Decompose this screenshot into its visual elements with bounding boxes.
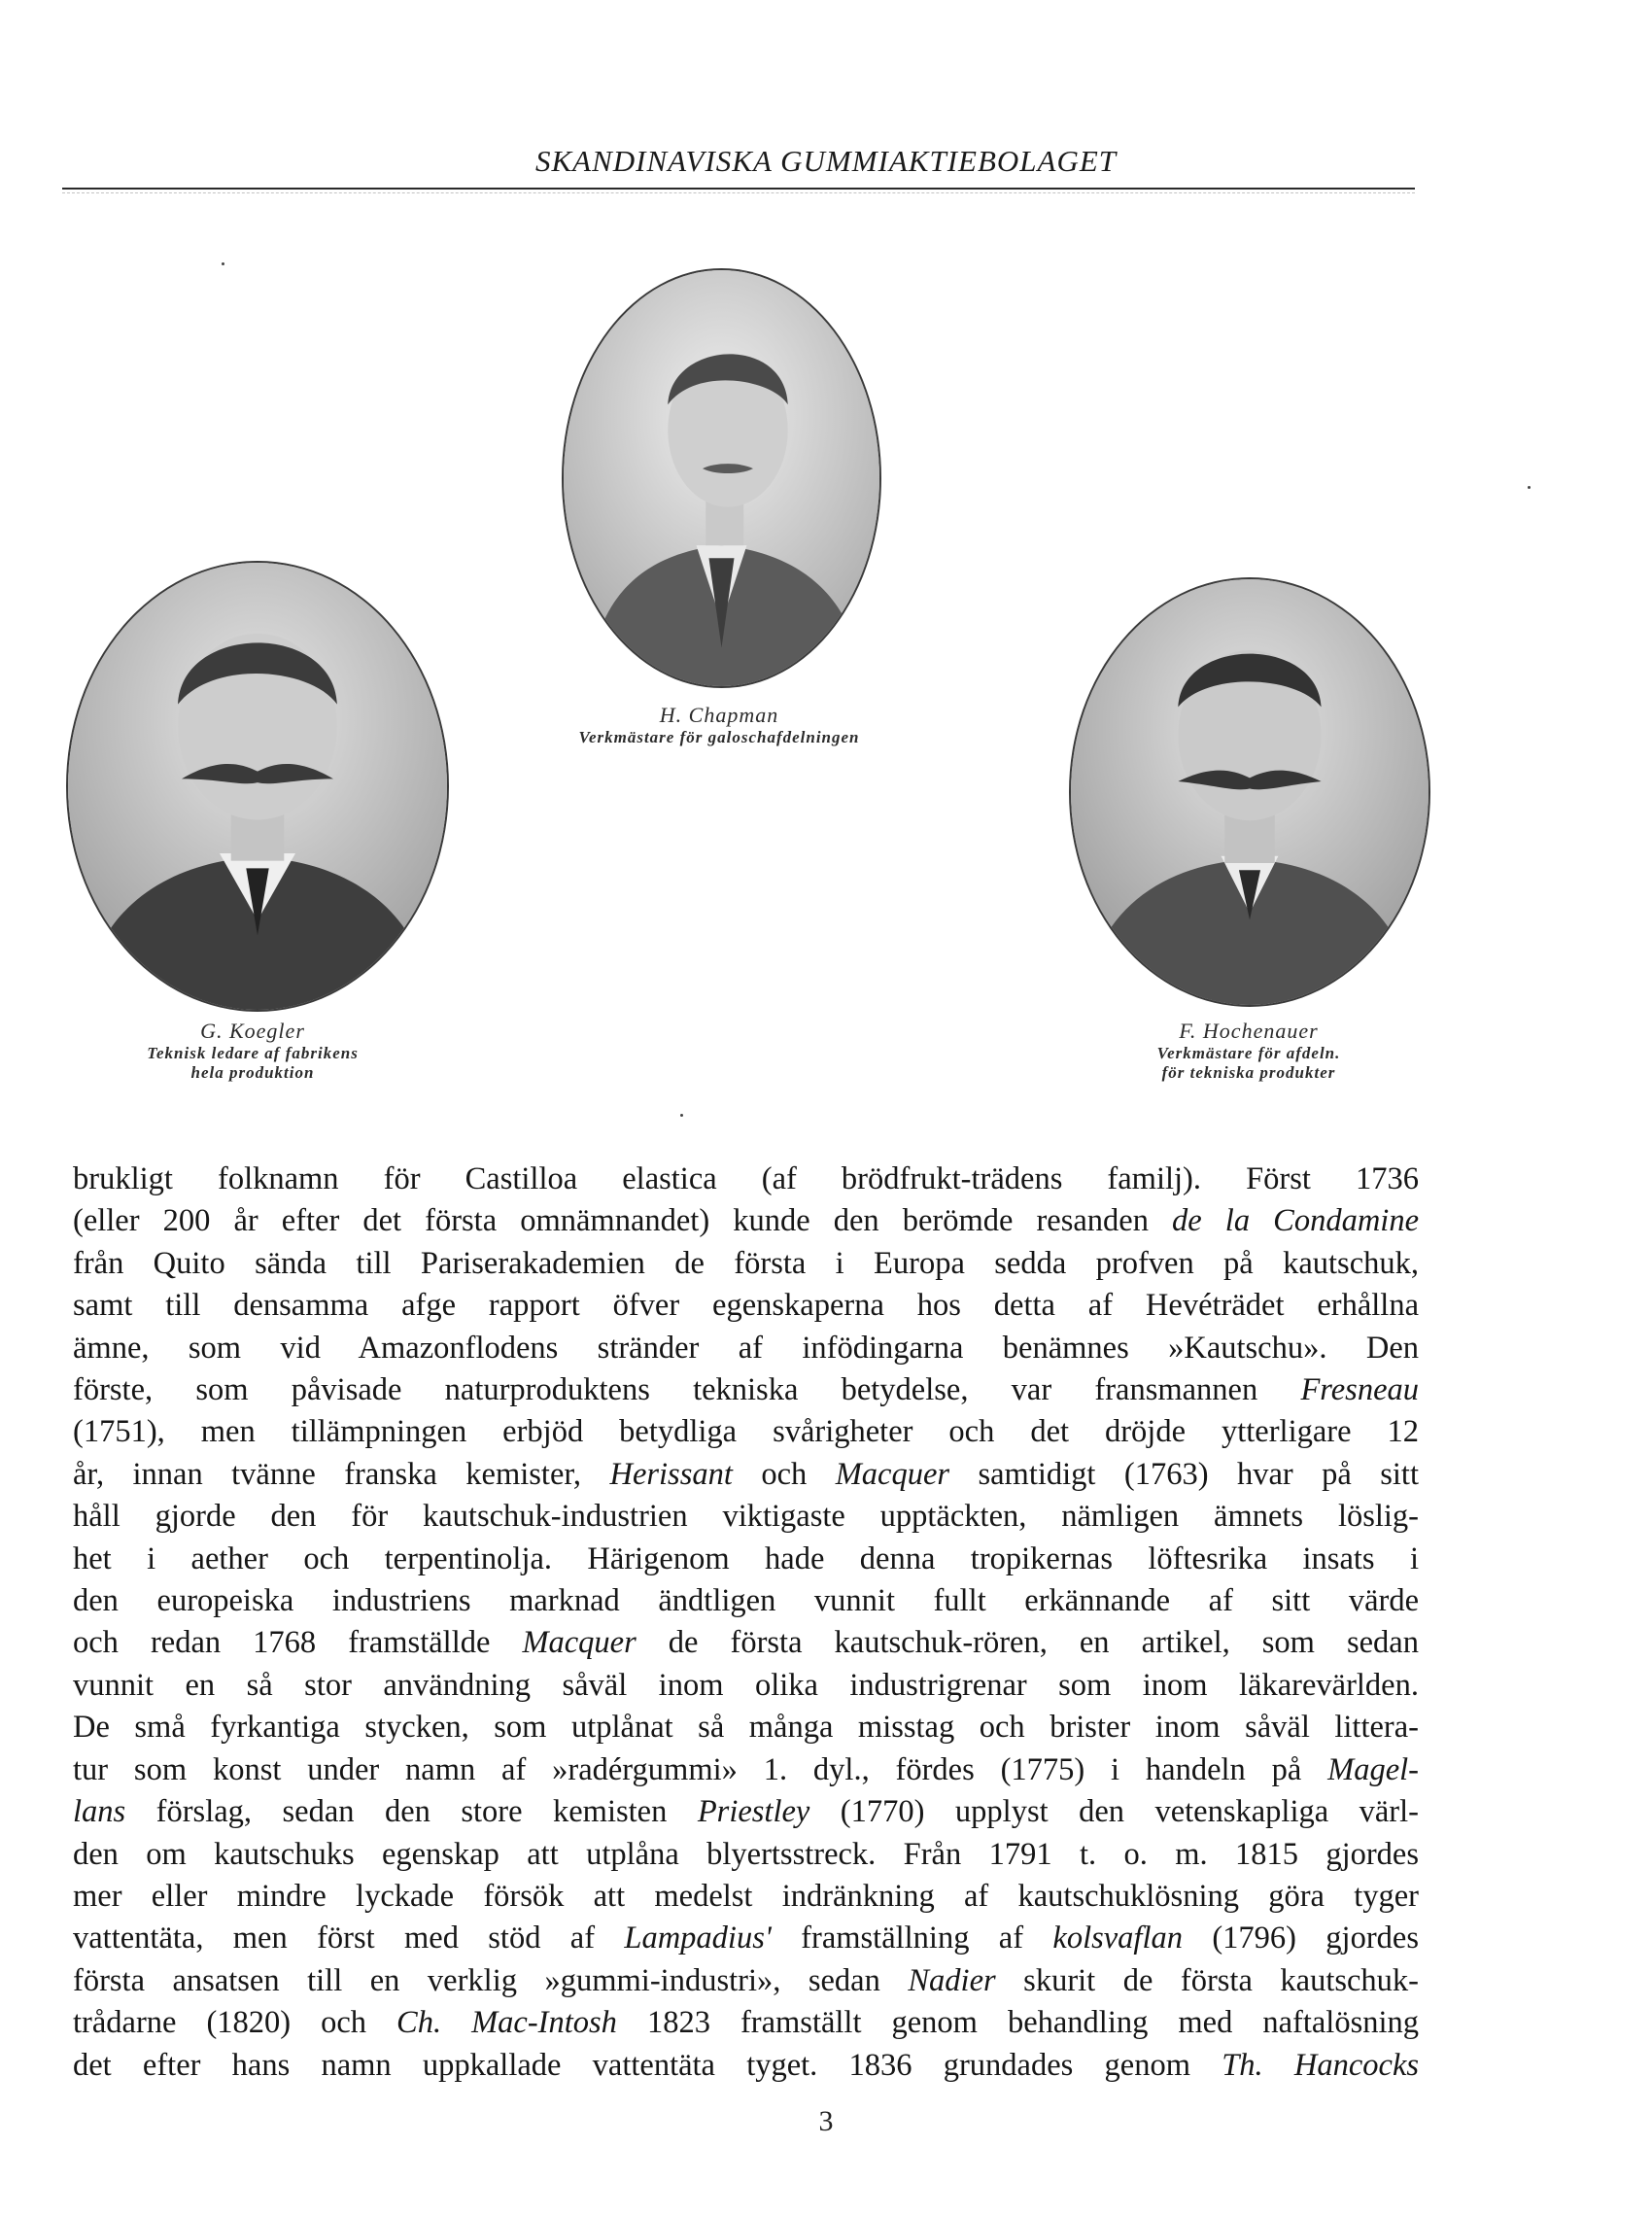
- header-rule: [62, 188, 1415, 190]
- body-line: [73, 1328, 1419, 1369]
- body-line-italic-text: Macquer: [522, 1625, 637, 1661]
- body-line-text: het i aether och terpentinolja. Härigenom hade denna tropikernas löftesrika insats i: [73, 1540, 1419, 1576]
- caption-left-name: G. Koegler: [200, 1019, 305, 1043]
- body-line: [73, 1876, 1419, 1918]
- body-line: [73, 1707, 1419, 1748]
- caption-right-title-1: Verkmästare för afdeln.: [1156, 1044, 1341, 1062]
- body-line: [73, 1159, 1419, 1200]
- print-speck: [680, 1114, 683, 1117]
- header-rule-shadow: [62, 192, 1415, 193]
- portrait-center-photo: [562, 268, 881, 688]
- body-line: [73, 1580, 1419, 1622]
- body-line-italic-text: Fresneau: [1300, 1372, 1419, 1408]
- body-line-text: vunnit en så stor användning såväl inom olika industrigrenar som inom läkarevärlden.: [73, 1667, 1419, 1703]
- body-line-italic-text: Ch. Mac-Intosh: [396, 2005, 617, 2041]
- body-line: [73, 2002, 1419, 2044]
- caption-right-name: F. Hochenauer: [1179, 1019, 1319, 1043]
- body-line-text: trådarne (1820) och: [73, 2005, 397, 2041]
- body-line-text: och: [732, 1456, 836, 1492]
- portrait-left-photo: [66, 561, 449, 1012]
- body-line-italic-text: Nadier: [908, 1962, 996, 1998]
- caption-center-name: H. Chapman: [659, 703, 779, 727]
- caption-left-title-1: Teknisk ledare af fabrikens: [147, 1044, 359, 1062]
- body-line: [73, 1539, 1419, 1580]
- body-line: [73, 1454, 1419, 1496]
- body-line-text: (1796) gjordes: [1182, 1921, 1419, 1956]
- body-line: [73, 1496, 1419, 1538]
- body-line-text: samt till densamma afge rapport öfver egenskaperna hos detta af Hevéträdet erhållna: [73, 1288, 1419, 1324]
- body-line-italic-text: Lampadius': [624, 1921, 772, 1956]
- body-line-text: (1770) upplyst den vetenskapliga värl-: [809, 1794, 1419, 1830]
- body-line-text: mer eller mindre lyckade försök att medelst indränkning af kautschuklösning göra tyger: [73, 1878, 1419, 1914]
- caption-right: [1084, 1019, 1414, 1083]
- body-line-text: 1823 framställt genom behandling med naftalösning: [616, 2005, 1419, 2041]
- body-line-text: det efter hans namn uppkallade vattentäta tyget. 1836 grundades genom: [73, 2047, 1222, 2083]
- body-line: [73, 1200, 1419, 1242]
- body-line: [73, 1791, 1419, 1833]
- body-line-italic-text: Herissant: [609, 1456, 733, 1492]
- portrait-right-photo: [1069, 577, 1430, 1007]
- body-line-italic-text: de la Condamine: [1172, 1203, 1419, 1239]
- body-line-text: år, innan tvänne franska kemister,: [73, 1456, 610, 1492]
- body-line: [73, 1749, 1419, 1791]
- body-line-text: vattentäta, men först med stöd af: [73, 1921, 625, 1956]
- body-line-italic-text: lans: [73, 1794, 126, 1830]
- body-line-text: den europeiska industriens marknad ändtligen vunnit fullt erkännande af sitt värde: [73, 1583, 1419, 1619]
- body-line-text: framställning af: [771, 1921, 1053, 1956]
- body-line-italic-text: Priestley: [697, 1794, 810, 1830]
- body-line: [73, 1285, 1419, 1327]
- body-line-text: samtidigt (1763) hvar på sitt: [949, 1456, 1419, 1492]
- body-line-text: första ansatsen till en verklig »gummi-industri», sedan: [73, 1962, 909, 1998]
- body-line-text: från Quito sända till Pariserakademien de första i Europa sedda profven på kautschuk,: [73, 1245, 1419, 1281]
- print-speck: [1528, 486, 1531, 489]
- caption-center-title: Verkmästare för galoschafdelningen: [578, 728, 860, 746]
- body-line: [73, 1243, 1419, 1285]
- body-line-italic-text: kolsvaflan: [1052, 1921, 1183, 1956]
- body-line: [73, 1622, 1419, 1664]
- body-line: [73, 1918, 1419, 1959]
- body-line: [73, 1369, 1419, 1411]
- body-line: [73, 1960, 1419, 2002]
- body-line-text: den om kautschuks egenskap att utplåna blyertsstreck. Från 1791 t. o. m. 1815 gjordes: [73, 1836, 1419, 1872]
- caption-center: [544, 703, 894, 747]
- caption-left-title-2: hela produktion: [190, 1063, 315, 1082]
- body-line: [73, 1411, 1419, 1453]
- caption-right-title-2: för tekniska produkter: [1161, 1063, 1336, 1082]
- body-line-italic-text: Th. Hancocks: [1222, 2047, 1419, 2083]
- body-line-text: förslag, sedan den store kemisten: [125, 1794, 698, 1830]
- body-line-text: ämne, som vid Amazonflodens stränder af infödingarna benämnes »Kautschu». Den: [73, 1330, 1419, 1366]
- body-line: [73, 1834, 1419, 1876]
- body-line-italic-text: Macquer: [835, 1456, 950, 1492]
- body-line-text: förste, som påvisade naturproduktens tekniska betydelse, var fransmannen: [73, 1372, 1301, 1408]
- body-line-text: (eller 200 år efter det första omnämnandet) kunde den berömde resanden: [73, 1203, 1173, 1239]
- body-text: [73, 1159, 1419, 2087]
- print-speck: [222, 262, 224, 265]
- caption-left: [97, 1019, 408, 1083]
- body-line-italic-text: Magel-: [1327, 1751, 1419, 1787]
- body-line-text: skurit de första kautschuk-: [995, 1962, 1419, 1998]
- body-line: [73, 2045, 1419, 2087]
- body-line-text: de första kautschuk-rören, en artikel, som sedan: [636, 1625, 1419, 1661]
- body-line-text: De små fyrkantiga stycken, som utplånat så många misstag och brister inom såväl littera-: [73, 1710, 1419, 1746]
- body-line-text: brukligt folknamn för Castilloa elastica (af brödfrukt-trädens familj). Först 1736: [73, 1161, 1419, 1196]
- body-line-text: håll gjorde den för kautschuk-industrien viktigaste upptäckten, nämligen ämnets löslig-: [73, 1499, 1419, 1535]
- running-head: SKANDINAVISKA GUMMIAKTIEBOLAGET: [534, 144, 1118, 178]
- body-line-text: (1751), men tillämpningen erbjöd betydliga svårigheter och det dröjde ytterligare 12: [73, 1414, 1419, 1450]
- page-number: 3: [818, 2105, 834, 2137]
- body-line-text: och redan 1768 framställde: [73, 1625, 523, 1661]
- body-line-text: tur som konst under namn af »radérgummi» 1. dyl., fördes (1775) i handeln på: [73, 1751, 1328, 1787]
- body-line: [73, 1665, 1419, 1707]
